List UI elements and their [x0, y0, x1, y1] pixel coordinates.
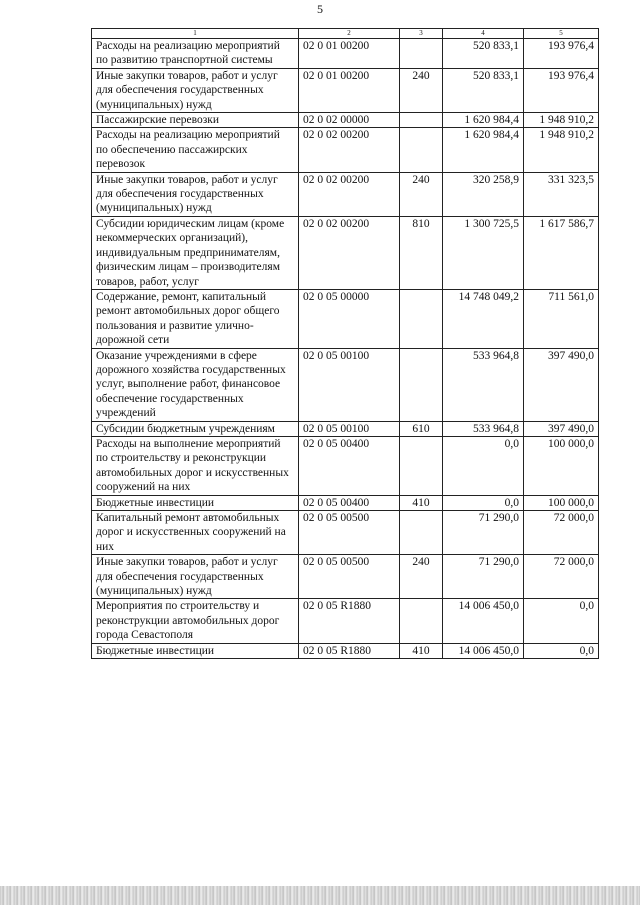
amount-col-4: 14 006 450,0 [443, 643, 524, 658]
table-row [92, 555, 599, 599]
row-name: Мероприятия по строительству и реконструкции автомобильных дорог города Севастополя [92, 599, 299, 643]
amount-col-4: 71 290,0 [443, 555, 524, 599]
table-row [92, 348, 599, 421]
target-article-code: 02 0 02 00200 [299, 216, 400, 289]
header-col-5: 5 [524, 29, 599, 39]
amount-col-4: 14 006 450,0 [443, 599, 524, 643]
expense-type-code: 610 [400, 421, 443, 436]
amount-col-5: 0,0 [524, 643, 599, 658]
expense-type-code [400, 289, 443, 348]
expense-type-code: 240 [400, 68, 443, 112]
row-name: Субсидии юридическим лицам (кроме некоммерческих организаций), индивидуальным предпринимателям, физическим лицам – производителям товаров, работ, услуг [92, 216, 299, 289]
target-article-code: 02 0 01 00200 [299, 39, 400, 69]
target-article-code: 02 0 05 R1880 [299, 599, 400, 643]
table-row [92, 39, 599, 69]
table-row [92, 643, 599, 658]
expense-type-code [400, 348, 443, 421]
expense-type-code [400, 39, 443, 69]
amount-col-4: 520 833,1 [443, 39, 524, 69]
amount-col-5: 72 000,0 [524, 555, 599, 599]
table-row [92, 68, 599, 112]
amount-col-5: 1 948 910,2 [524, 113, 599, 128]
amount-col-4: 320 258,9 [443, 172, 524, 216]
table-row [92, 128, 599, 172]
row-name: Пассажирские перевозки [92, 113, 299, 128]
row-name: Бюджетные инвестиции [92, 495, 299, 510]
row-name: Расходы на выполнение мероприятий по строительству и реконструкции автомобильных дорог и искусственных сооружений на них [92, 436, 299, 495]
amount-col-5: 100 000,0 [524, 436, 599, 495]
expense-type-code: 410 [400, 643, 443, 658]
amount-col-5: 0,0 [524, 599, 599, 643]
expense-type-code: 810 [400, 216, 443, 289]
expense-type-code: 240 [400, 172, 443, 216]
amount-col-4: 520 833,1 [443, 68, 524, 112]
target-article-code: 02 0 05 00400 [299, 495, 400, 510]
table-row [92, 599, 599, 643]
amount-col-5: 1 617 586,7 [524, 216, 599, 289]
page-number: 5 [317, 2, 323, 16]
row-name: Иные закупки товаров, работ и услуг для обеспечения государственных (муниципальных) нужд [92, 172, 299, 216]
table-row [92, 495, 599, 510]
header-col-2: 2 [299, 29, 400, 39]
amount-col-4: 1 620 984,4 [443, 113, 524, 128]
table-row [92, 436, 599, 495]
amount-col-5: 72 000,0 [524, 511, 599, 555]
amount-col-5: 331 323,5 [524, 172, 599, 216]
row-name: Содержание, ремонт, капитальный ремонт автомобильных дорог общего пользования и развитие улично-дорожной сети [92, 289, 299, 348]
expense-type-code [400, 511, 443, 555]
target-article-code: 02 0 01 00200 [299, 68, 400, 112]
expense-type-code: 240 [400, 555, 443, 599]
amount-col-5: 711 561,0 [524, 289, 599, 348]
target-article-code: 02 0 05 00500 [299, 555, 400, 599]
table-row [92, 216, 599, 289]
amount-col-4: 14 748 049,2 [443, 289, 524, 348]
row-name: Оказание учреждениями в сфере дорожного хозяйства государственных услуг, выполнение работ, финансовое обеспечение государственных учреждений [92, 348, 299, 421]
row-name: Расходы на реализацию мероприятий по обеспечению пассажирских перевозок [92, 128, 299, 172]
amount-col-5: 397 490,0 [524, 421, 599, 436]
table-row [92, 289, 599, 348]
table-row [92, 172, 599, 216]
table-row [92, 113, 599, 128]
target-article-code: 02 0 02 00000 [299, 113, 400, 128]
scan-edge-artifact [0, 886, 640, 905]
budget-table [91, 28, 599, 659]
expense-type-code [400, 128, 443, 172]
table-row [92, 511, 599, 555]
target-article-code: 02 0 05 00400 [299, 436, 400, 495]
header-col-3: 3 [400, 29, 443, 39]
row-name: Капитальный ремонт автомобильных дорог и искусственных сооружений на них [92, 511, 299, 555]
target-article-code: 02 0 05 00100 [299, 348, 400, 421]
row-name: Расходы на реализацию мероприятий по развитию транспортной системы [92, 39, 299, 69]
amount-col-5: 1 948 910,2 [524, 128, 599, 172]
table-header-row [92, 29, 599, 39]
header-col-1: 1 [92, 29, 299, 39]
amount-col-5: 193 976,4 [524, 39, 599, 69]
expense-type-code [400, 599, 443, 643]
expense-type-code: 410 [400, 495, 443, 510]
amount-col-4: 533 964,8 [443, 348, 524, 421]
amount-col-5: 100 000,0 [524, 495, 599, 510]
row-name: Бюджетные инвестиции [92, 643, 299, 658]
expense-type-code [400, 113, 443, 128]
target-article-code: 02 0 02 00200 [299, 172, 400, 216]
row-name: Иные закупки товаров, работ и услуг для обеспечения государственных (муниципальных) нужд [92, 555, 299, 599]
expense-type-code [400, 436, 443, 495]
amount-col-4: 71 290,0 [443, 511, 524, 555]
target-article-code: 02 0 05 00100 [299, 421, 400, 436]
target-article-code: 02 0 05 00500 [299, 511, 400, 555]
row-name: Иные закупки товаров, работ и услуг для обеспечения государственных (муниципальных) нужд [92, 68, 299, 112]
amount-col-4: 1 300 725,5 [443, 216, 524, 289]
amount-col-4: 0,0 [443, 495, 524, 510]
table-row [92, 421, 599, 436]
row-name: Субсидии бюджетным учреждениям [92, 421, 299, 436]
amount-col-5: 193 976,4 [524, 68, 599, 112]
amount-col-4: 0,0 [443, 436, 524, 495]
target-article-code: 02 0 05 00000 [299, 289, 400, 348]
amount-col-5: 397 490,0 [524, 348, 599, 421]
target-article-code: 02 0 05 R1880 [299, 643, 400, 658]
target-article-code: 02 0 02 00200 [299, 128, 400, 172]
amount-col-4: 533 964,8 [443, 421, 524, 436]
amount-col-4: 1 620 984,4 [443, 128, 524, 172]
header-col-4: 4 [443, 29, 524, 39]
